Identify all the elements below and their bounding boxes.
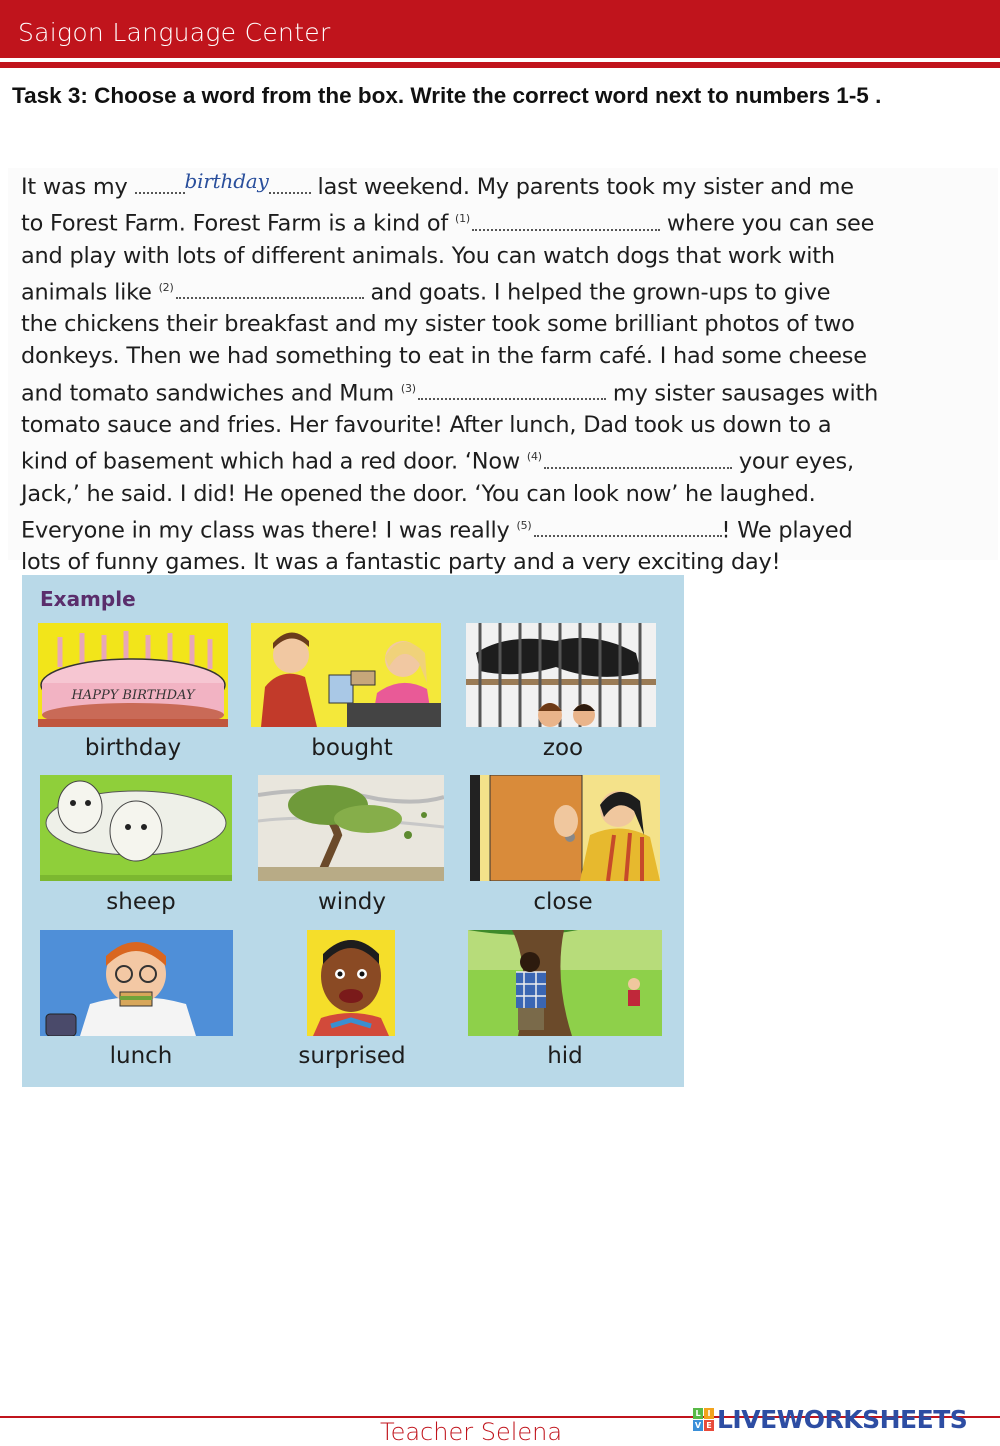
word-zoo: zoo [542,735,584,761]
blank-number-3: (3) [400,381,416,395]
story-line-9: kind of basement which had a red door. ‘Now $^{(4)}$ your eyes, [21,448,854,475]
birthday-cake-picture [38,623,228,727]
zoo-picture [466,623,656,727]
story-line-6: donkeys. Then we had something to eat in the farm café. I had some cheese [21,343,867,370]
sheep-icon [40,775,232,881]
example-label: Example [40,587,136,611]
hid-picture [468,930,662,1036]
liveworksheets-logo [693,1406,967,1432]
sheep-picture [40,775,232,881]
blank-number-1: (1) [455,212,470,226]
story-line-12: lots of funny games. It was a fantastic party and a very exciting day! [21,549,781,576]
close-picture [470,775,660,881]
footer-teacher: Teacher Selena [380,1418,563,1446]
header-title: Saigon Language Center [18,18,331,47]
word-hid: hid [547,1043,583,1069]
surprised-picture [307,930,395,1036]
word-box [22,575,684,1087]
blank-number-4: (4) [526,450,542,464]
answer-blank-5[interactable] [534,519,722,537]
brand-name: LIVEWORKSHEETS [717,1404,968,1434]
story-line-8: tomato sauce and fries. Her favourite! After lunch, Dad took us down to a [21,412,832,439]
bought-picture [251,623,441,727]
header-divider [0,62,1000,68]
svg-text:HAPPY BIRTHDAY: HAPPY BIRTHDAY [71,688,195,703]
header-bar [0,0,1000,58]
face-icon [307,930,395,1036]
story-line-11: Everyone in my class was there! I was really $^{(5)}$ ! We played [21,517,853,544]
task-instruction: Task 3: Choose a word from the box. Write the correct word next to numbers 1-5 . [12,83,882,108]
blank-number-2: (2) [158,280,174,294]
story-line-10: Jack,’ he said. I did! He opened the door. ‘You can look now’ he laughed. [21,480,816,507]
door-icon [470,775,660,881]
answer-blank-2[interactable] [176,281,364,299]
wind-icon [258,775,444,881]
story-line-4: animals like $^{(2)}$ and goats. I helped the grown-ups to give [21,279,831,306]
lunch-picture [40,930,233,1036]
shopping-icon [251,623,441,727]
word-close: close [533,889,593,915]
answer-blank-1[interactable] [472,213,660,231]
logo-tiles-icon: L I V E [693,1408,714,1431]
story-line-2: to Forest Farm. Forest Farm is a kind of $^{(1)}$ where you can see [21,210,875,237]
blank-number-5: (5) [516,518,532,532]
eating-icon [40,930,233,1036]
story-panel [8,168,998,576]
hiding-icon [468,930,662,1036]
example-answer: birthday [184,169,269,193]
answer-blank-4[interactable] [544,451,732,469]
panther-icon [466,623,656,727]
word-windy: windy [318,889,386,915]
word-bought: bought [311,735,393,761]
cake-icon [38,623,228,727]
word-sheep: sheep [106,889,176,915]
story-line-5: the chickens their breakfast and my sister took some brilliant photos of two [21,311,855,338]
word-surprised: surprised [298,1043,406,1069]
answer-blank-3[interactable] [418,382,606,400]
story-text [21,171,996,578]
story-line-3: and play with lots of different animals. You can watch dogs that work with [21,242,835,269]
word-birthday: birthday [84,735,182,761]
word-lunch: lunch [109,1043,173,1069]
story-line-7: and tomato sandwiches and Mum $^{(3)}$ my sister sausages with [21,379,879,406]
story-line-1: It was my birthday last weekend. My parents took my sister and me [21,169,854,200]
windy-picture [258,775,444,881]
